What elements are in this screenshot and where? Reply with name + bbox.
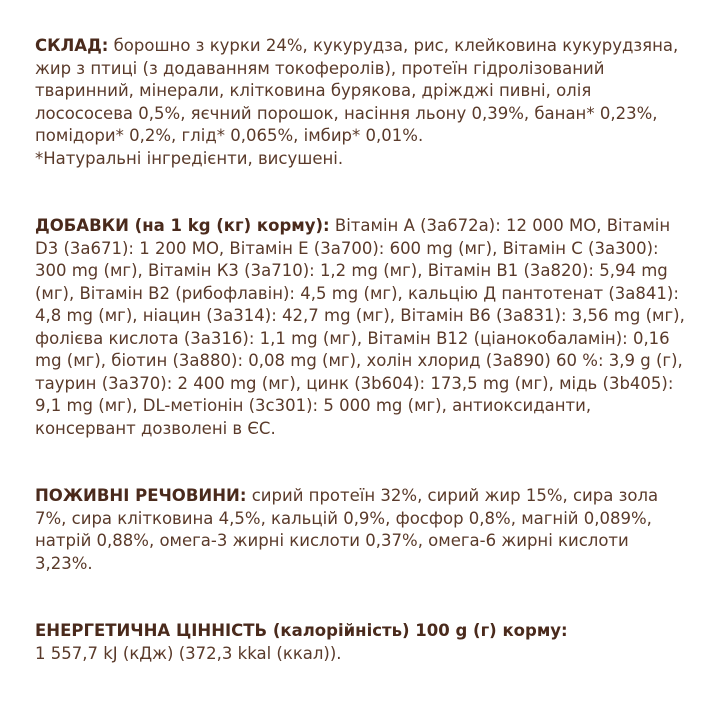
additives-heading: ДОБАВКИ (на 1 kg (кг) корму): bbox=[35, 216, 330, 235]
energy-heading: ЕНЕРГЕТИЧНА ЦІННІСТЬ (калорійність) 100 g (г) корму: bbox=[35, 621, 568, 640]
energy-value: 1 557,7 kJ (кДж) (372,3 kkal (ккал)). bbox=[35, 643, 342, 663]
composition-text: борошно з курки 24%, кукурудза, рис, клейковина кукурудзяна, жир з птиці (з додаванням токоферолів), протеїн гідролізований тваринний, мінерали, клітковина бурякова, дріжджі пивні, олія лосососева 0,5%, яєчний порошок, насіння льону 0,39%, банан* 0,23%, помідори* 0,2%, глід* 0,065%, імбир* 0,01%. bbox=[35, 36, 679, 145]
composition-section bbox=[35, 35, 690, 170]
composition-note: *Натуральні інгредієнти, висушені. bbox=[35, 148, 344, 168]
additives-text: Вітамін А (3а672а): 12 000 МО, Вітамін D3 (3а671): 1 200 МО, Вітамін Е (3а700): 600 mg (мг), Вітамін С (3а300): 300 mg (мг), Вітамін К3 (3а710): 1,2 mg (мг), Вітамін В1 (3а820): 5,94 mg (мг), Вітамін В2 (рибофлавін): 4,5 mg (мг), кальцію Д пантотенат (3а841): 4,8 mg (мг), ніацин (3а314): 42,7 mg (мг), Вітамін В6 (3а831): 3,56 mg (мг), фолієва кислота (3а316): 1,1 mg (мг), Вітамін В12 (ціанокобаламін): 0,16 mg (мг), біотин (3а880): 0,08 mg (мг), холін хлорид (3а890) 60 %: 3,9 g (г), таурин (3а370): 2 400 mg (мг), цинк (3b604): 173,5 mg (мг), мідь (3b405): 9,1 mg (мг), DL-метіонін (3с301): 5 000 mg (мг), антиоксиданти, консервант дозволені в ЄС. bbox=[35, 216, 685, 438]
energy-section bbox=[35, 620, 690, 665]
nutrients-text: сирий протеїн 32%, сирий жир 15%, сира зола 7%, сира клітковина 4,5%, кальцій 0,9%, фосфор 0,8%, магній 0,089%, натрій 0,88%, омега-3 жирні кислоти 0,37%, омега-6 жирні кислоти 3,23%. bbox=[35, 486, 659, 573]
nutrients-heading: ПОЖИВНІ РЕЧОВИНИ: bbox=[35, 486, 247, 505]
composition-heading: СКЛАД: bbox=[35, 36, 109, 55]
nutrients-section bbox=[35, 485, 690, 575]
additives-section bbox=[35, 215, 690, 440]
